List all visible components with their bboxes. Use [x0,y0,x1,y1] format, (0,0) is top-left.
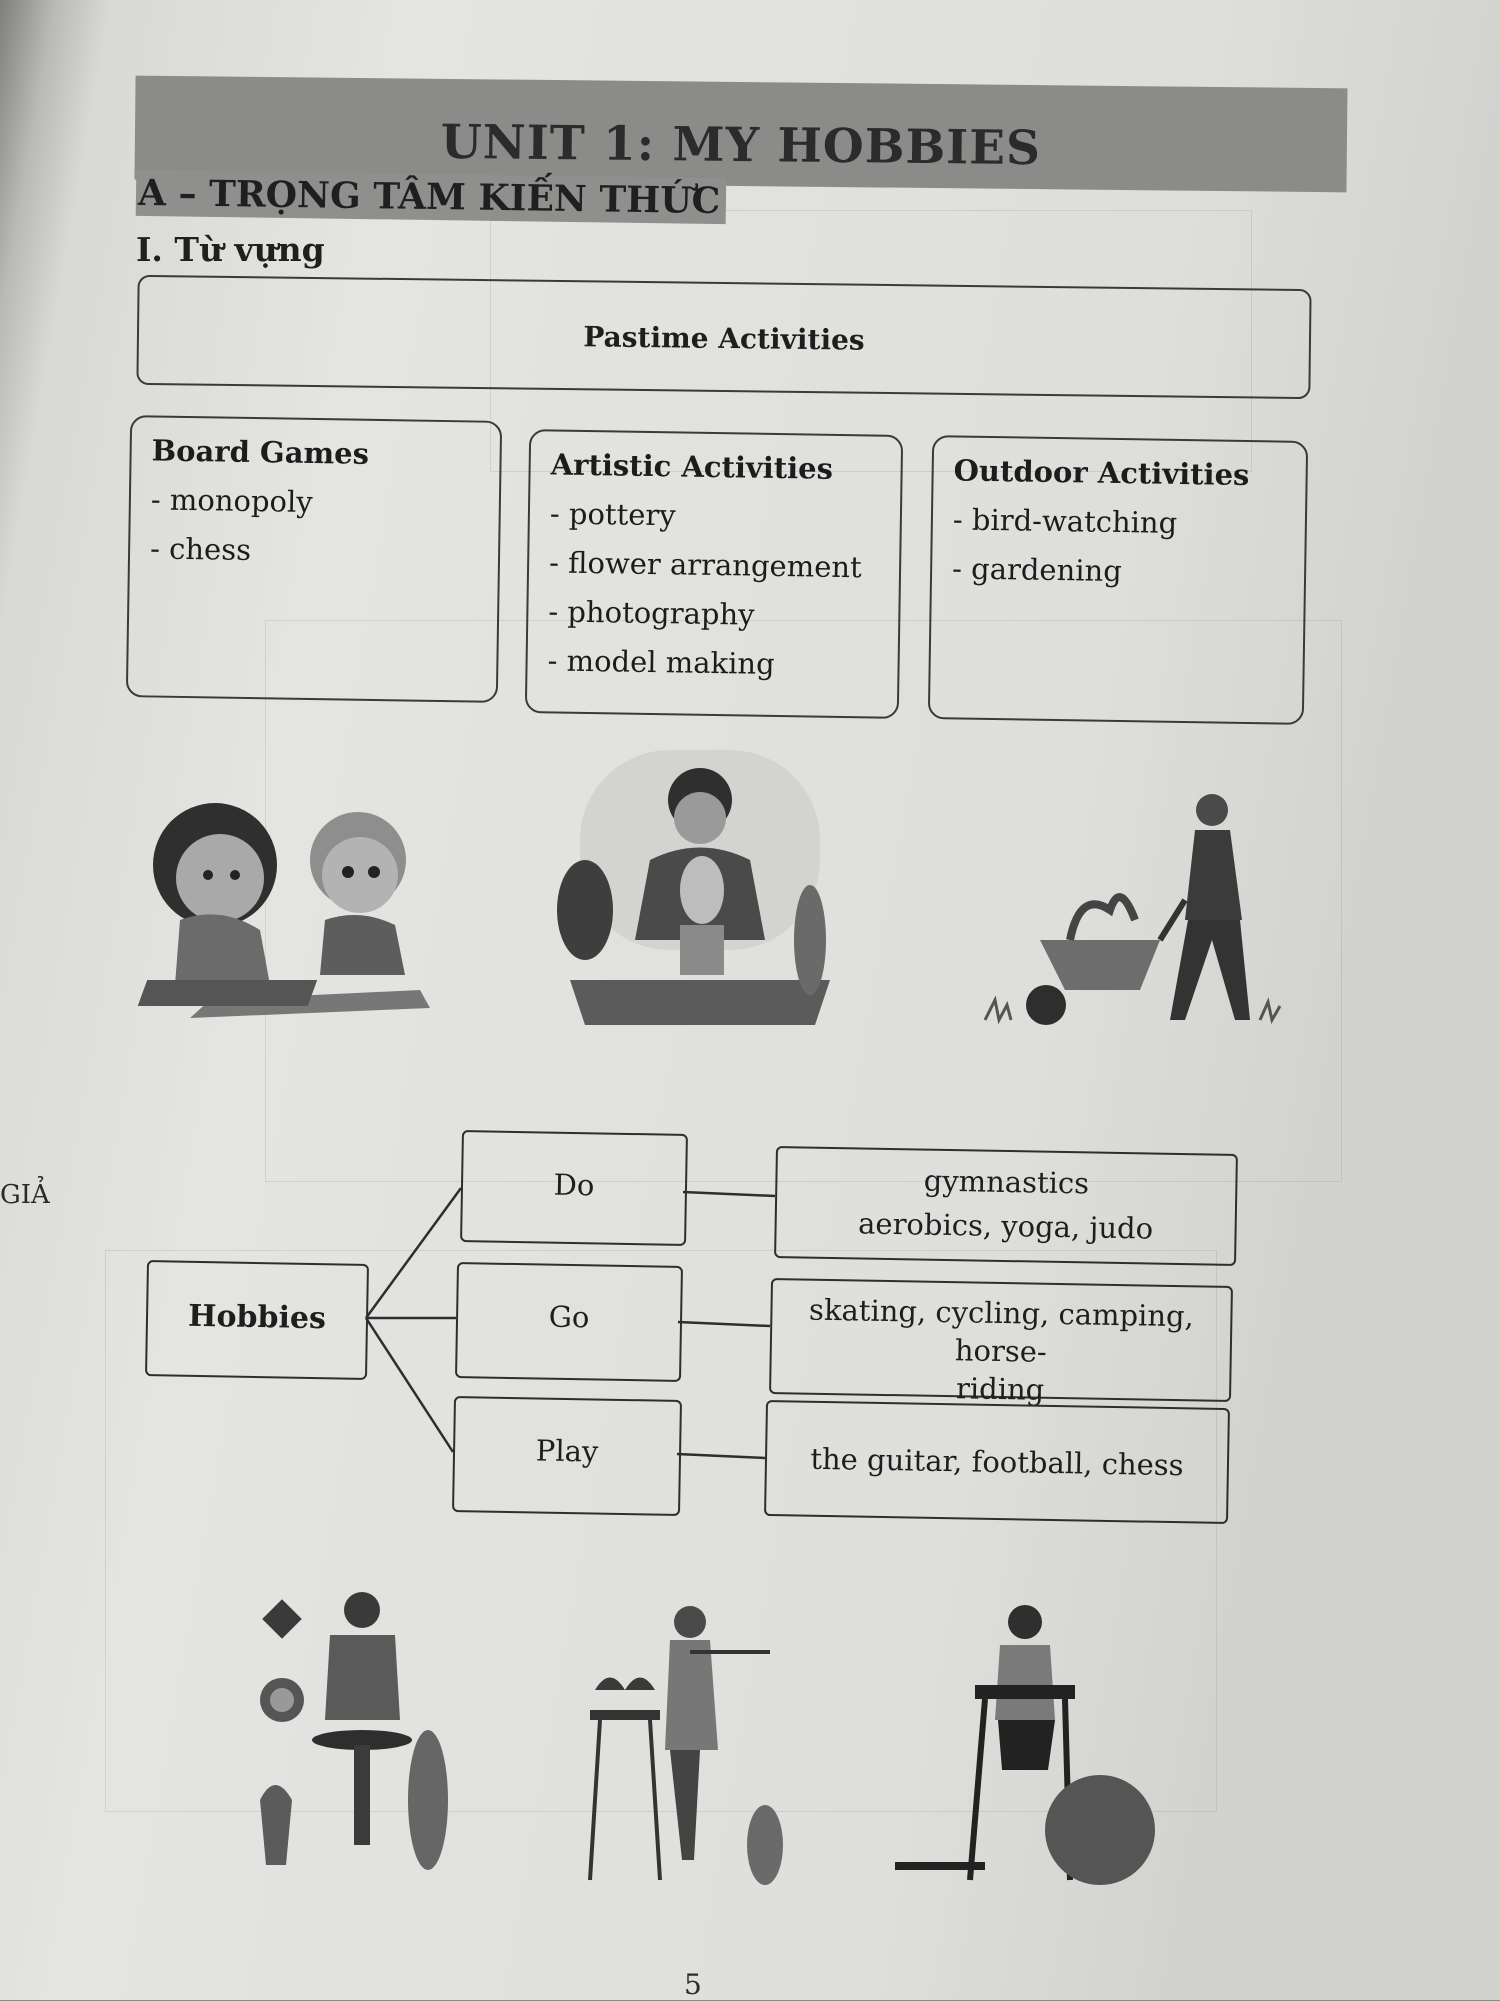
potter-illustration [250,1590,470,1880]
category-item: - monopoly [150,482,313,519]
category-title: Artistic Activities [550,447,834,486]
category-item: - model making [547,643,775,681]
verb-label: Play [535,1433,599,1469]
activities-text [776,1156,1235,1252]
activities-line: skating, cycling, camping, horse- [808,1292,1195,1369]
verb-node-play [452,1396,682,1516]
category-item: - gardening [951,551,1123,589]
activities-node-play [764,1400,1230,1524]
category-title: Board Games [151,433,370,471]
verb-label: Go [548,1299,590,1335]
pastime-activities-title: Pastime Activities [583,320,865,357]
unit-title: UNIT 1: MY HOBBIES [440,114,1042,177]
activities-line: riding [955,1371,1045,1407]
treadmill-exercise-illustration [890,1600,1160,1890]
page-number: 5 [684,1968,702,2001]
activities-line: the guitar, football, chess [810,1441,1184,1483]
category-item: - pottery [549,496,676,533]
hobbies-root-node [145,1260,369,1380]
hobbies-root-label: Hobbies [187,1298,327,1337]
category-item: - bird-watching [952,502,1178,540]
activities-node-go [769,1278,1233,1407]
verb-node-go [455,1262,683,1382]
margin-fragment: GIẢ [0,1180,50,1210]
category-item: - chess [149,531,252,568]
activities-text [771,1290,1231,1412]
category-title: Outdoor Activities [953,453,1250,493]
verb-node-do [460,1130,688,1246]
verb-label: Do [553,1167,595,1203]
activities-line: aerobics, yoga, judo [857,1206,1154,1246]
category-item: - photography [548,594,755,632]
flower-arranging-illustration [570,1600,810,1890]
category-item: - flower arrangement [548,545,862,585]
activities-node-do [774,1146,1238,1266]
section-heading: A – TRỌNG TÂM KIẾN THỨC [136,170,727,224]
activities-line: gymnastics [923,1163,1090,1201]
subsection-heading: I. Từ vựng [136,230,325,269]
